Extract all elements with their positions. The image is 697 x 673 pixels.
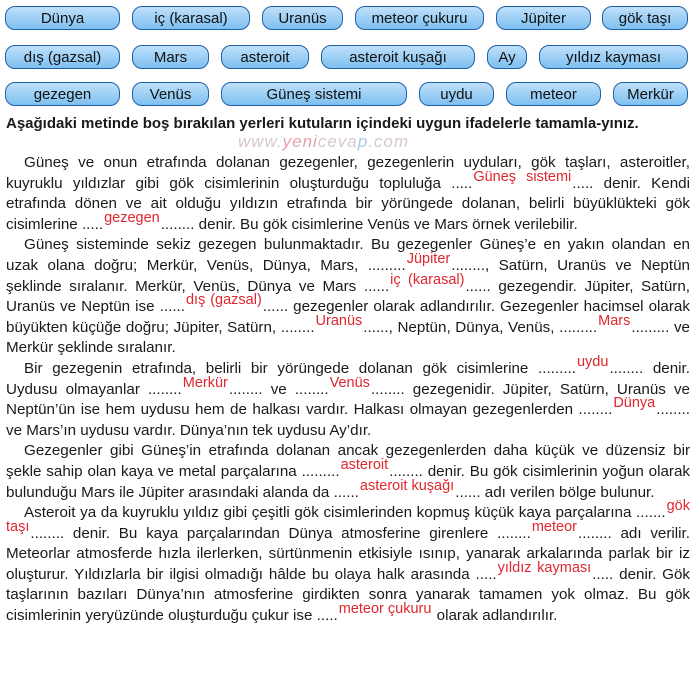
word-box: Mars [132,45,209,69]
text-segment: Gezegenler gibi Güneş’in etrafında dolanan ancak gezegenlerden daha küçük ve düzensiz bir şekle sahip olan kaya ve metal parçalarına ......... [6,442,690,480]
paragraph [6,235,690,359]
text-segment: ........ gezegenidir. Jüpiter, Satürn, Uranüs ve Neptün’ün ise hem uydusu hem de halkası vardır. Halkası olmayan gezegenlerden ........ [6,380,690,419]
paragraph [6,353,690,441]
filled-answer: meteor çukuru [338,601,432,618]
word-box: asteroit kuşağı [321,45,475,69]
text-segment: Asteroit ya da kuyruklu yıldız gibi çeşitli gök cisimlerinden kopmuş küçük kaya parçalarına ....... [24,504,666,522]
filled-answer: Güneş sistemi [473,168,572,185]
filled-answer: Uranüs [315,312,363,329]
fill-in-text [6,153,690,627]
filled-answer: Mars [598,312,631,329]
word-box: yıldız kayması [539,45,688,69]
paragraph [6,441,690,503]
word-box: gezegen [5,82,120,106]
word-box: meteor çukuru [355,6,484,30]
instruction: Aşağıdaki metinde boş bırakılan yerleri kutuların içindeki uygun ifadelerle tamamla-yınız. [6,115,639,132]
word-box: Ay [487,45,527,69]
text-segment: Güneş sisteminde sekiz gezegen bulunmaktadır. Bu gezegenler Güneş’e en yakın olandan en uzak olana doğru; Merkür, Venüs, Dünya, Mars, ......... [6,236,690,274]
word-box: uydu [419,82,494,106]
text-segment: ...... adı verilen bölge bulunur. [455,483,655,501]
text-segment: ...... gezegenler olarak adlandırılır. Gezegenler hacimsel olarak büyükten küçüğe doğru; Jüpiter, Satürn, ........ [6,298,690,336]
filled-answer: Jüpiter [406,250,451,267]
filled-answer: gök taşı [6,498,690,535]
word-box: Dünya [5,6,120,30]
text-segment: ......, Neptün, Dünya, Venüs, ......... [363,318,598,336]
word-box: Jüpiter [496,6,591,30]
text-segment: ........ denir. Uydusu olmayanlar ........ [6,359,690,398]
watermark-mid: ceva [317,132,358,151]
word-box: dış (gazsal) [5,45,120,69]
text-segment: ........ adı verilir. Meteorlar atmosferde hızla ilerlerken, sürtünmenin etkisiyle ısınıp, yanarak arkalarında parlak bir iz oluşturur. Yıldızlarla bir ilgisi olmadığı hâlde bu olaya halk arasında ..... [6,524,690,583]
word-box: Uranüs [262,6,343,30]
text-segment: ........ ve Mars’ın uydusu vardır. Dünya’nın tek uydusu Ay’dır. [6,401,690,439]
text-segment: ..... denir. Kendi etrafında dönen ve ait olduğu yıldızın etrafında bir yörüngede dolanan, belirli büyüklükteki gök cisimlerine ..... [6,174,690,233]
watermark-suffix: .com [368,132,410,151]
text-segment: ........ denir. Bu gök cisimlerinin yoğun olarak bulunduğu Mars ile Jüpiter arasındaki alanda da ...... [6,462,690,501]
word-box: iç (karasal) [132,6,250,30]
filled-answer: gezegen [104,209,160,226]
text-segment: ........ ve ........ [228,380,329,398]
filled-answer: asteroit [340,456,389,473]
filled-answer: Merkür [182,374,228,391]
word-box: asteroit [221,45,309,69]
text-segment: ........ denir. Bu gök cisimlerine Venüs ve Mars örnek verilebilir. [160,215,578,233]
filled-answer: Dünya [613,395,656,412]
text-segment: ........ denir. Bu kaya parçalarından Dünya atmosferine girenlere ........ [30,524,531,542]
text-segment: Güneş ve onun etrafında dolanan gezegenler, gezegenlerin uyduları, gök taşları, asteroitler, kuyruklu yıldızlar gibi gök cisimlerinin oluşturduğu topluluğa ..... [6,154,690,192]
filled-answer: Venüs [329,374,370,391]
watermark [238,132,458,152]
word-box: Venüs [132,82,209,106]
filled-answer: uydu [576,353,609,370]
text-segment: olarak adlandırılır. [432,607,558,625]
word-box: meteor [506,82,601,106]
filled-answer: asteroit kuşağı [359,477,455,494]
filled-answer: yıldız kayması [497,559,592,576]
filled-answer: meteor [531,518,577,535]
word-box: gök taşı [602,6,688,30]
filled-answer: iç (karasal) [390,271,465,288]
watermark-blue: p [357,132,369,151]
text-segment: ........, Satürn, Uranüs ve Neptün şeklinde sıralanır. Merkür, Venüs, Dünya ve Mars ...... [6,256,690,295]
text-segment: ......... ve Merkür şeklinde sıralanır. [6,318,690,357]
text-segment: ..... denir. Gök taşlarının bazıları Dünya’nın atmosferine girdikten sonra yanarak tamamen yok olmaz. Bu gök cisimlerinin yeryüzünde oluşturduğu çukur ise ..... [6,565,691,625]
text-segment: ...... gezegendir. Jüpiter, Satürn, Uranüs ve Neptün ise ...... [6,277,690,316]
text-segment: Bir gezegenin etrafında, belirli bir yörüngede dolanan gök cisimlerine ......... [24,359,576,377]
filled-answer: dış (gazsal) [185,292,262,309]
word-box: Güneş sistemi [221,82,407,106]
watermark-prefix: www. [238,132,283,151]
paragraph [6,498,691,627]
watermark-red: yeni [282,132,318,151]
paragraph [6,153,690,235]
word-box: Merkür [613,82,688,106]
